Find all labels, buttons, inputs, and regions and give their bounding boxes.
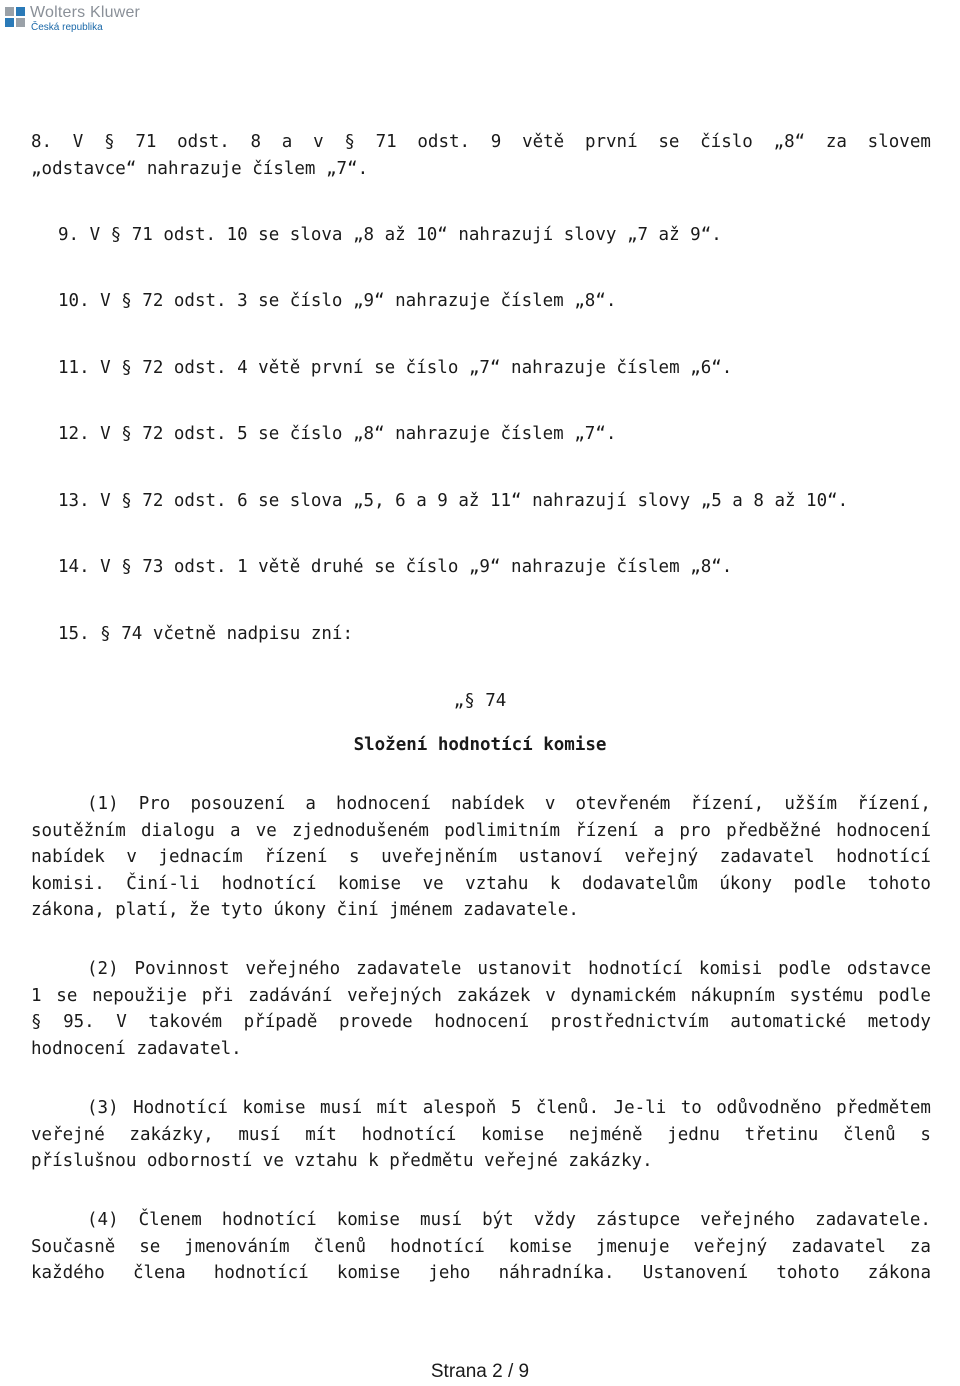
word: zadavatel [719,847,815,867]
word: hodnotící [221,873,317,894]
word: tohoto [776,1263,840,1283]
word: komise [336,1210,400,1230]
word: musí [238,1124,281,1145]
list-item: 14. V § 73 odst. 1 větě druhé se číslo „9“ nahrazuje číslem „8“. [58,557,733,577]
word: veřejný [624,847,699,867]
word: v [313,132,324,152]
list-item [31,129,931,182]
word: členů [843,1124,896,1145]
paragraph [31,791,931,924]
page-number: Strana 2 / 9 [430,1361,530,1382]
word: jmenováním [184,1236,290,1257]
word: komisi. [31,873,105,894]
word: v [126,847,137,867]
word: dialogu [141,820,215,841]
word: předmětem [836,1098,931,1118]
word: hodnotící [221,1210,317,1230]
word: podle [793,873,847,894]
word: případě [243,1012,318,1032]
word: každého [31,1263,105,1283]
justified-line [31,983,931,1010]
word: zadavatele. [815,1210,931,1230]
word: hodnotící [213,1263,309,1283]
word: třetinu [744,1124,819,1145]
word: „8“ [773,132,806,152]
word: alespoň [422,1098,497,1118]
word: veřejné [31,1124,105,1145]
justified-line [31,1260,931,1287]
word: a [281,132,293,152]
text-line: hodnocení zadavatel. [31,1038,242,1059]
word: 95. [63,1012,95,1032]
word: zakázek [456,985,531,1006]
word: odst. [417,132,471,152]
word: v [545,985,556,1006]
logo-name: Wolters Kluwer [30,4,141,21]
word: 71 [135,132,157,152]
word: prostřednictvím [550,1012,709,1032]
wolters-kluwer-logo-icon [4,6,26,28]
word: se [658,132,680,152]
word: a [229,820,241,841]
word: V [72,132,84,152]
word: takovém [148,1012,223,1032]
word: k [549,873,561,894]
word: nejméně [568,1124,643,1145]
word: zadavatel [791,1236,886,1257]
word: úkony [719,873,773,894]
word: komise [480,1124,545,1145]
word: jeho [428,1263,471,1283]
word: otevřeném [575,794,671,814]
word: veřejný [693,1236,768,1257]
word: ustanovit [477,959,573,979]
justified-line [31,844,931,871]
word: člena [132,1263,186,1283]
word: Hodnotící [133,1098,228,1118]
justified-line [31,1207,931,1234]
list-item: 15. § 74 včetně nadpisu zní: [58,624,354,644]
justified-line [31,818,931,845]
justified-line [31,1009,931,1036]
word: řízení [575,820,639,841]
word: tohoto [867,873,931,894]
list-item: 11. V § 72 odst. 4 větě první se číslo „7“ nahrazuje číslem „6“. [58,358,733,378]
word: za [825,132,847,152]
word: v [544,794,556,814]
justified-line [31,1234,931,1261]
word: 8 [250,132,262,152]
word: komise [242,1098,306,1118]
word: ve [422,873,444,894]
word: komise [336,1263,401,1283]
word: veřejného [700,1210,796,1230]
word: slovem [867,132,931,152]
word: metody [867,1012,931,1032]
word: se [56,985,78,1006]
word: jmenuje [595,1236,670,1257]
word: řízení [264,847,328,867]
word: (3) [87,1098,119,1118]
text-line: „odstavce“ nahrazuje číslem „7“. [31,158,369,179]
word: se [139,1236,161,1257]
text-line: zákona, platí, že tyto úkony činí jménem zadavatele. [31,900,579,920]
word: mít [376,1098,409,1118]
word: řízení, [857,794,931,814]
list-item: 9. V § 71 odst. 10 se slova „8 až 10“ nahrazují slovy „7 až 9“. [58,225,722,245]
word: dynamickém [570,985,676,1006]
word: s [920,1124,931,1145]
word: zadávání [248,985,333,1006]
word: veřejných [347,985,442,1006]
list-item: 13. V § 72 odst. 6 se slova „5, 6 a 9 až 11“ nahrazují slovy „5 a 8 až 10“. [58,491,849,511]
justified-line [31,791,931,818]
word: hodnotící [389,1236,485,1257]
word: komise [337,873,402,894]
word: podle [778,959,831,979]
word: hodnotící [836,847,931,867]
word: podlimitním [444,820,561,841]
word: V [116,1012,127,1032]
word: musí [419,1210,463,1230]
word: odstavce [846,959,931,979]
word: ustanoví [518,847,603,867]
word: jednu [667,1124,720,1145]
word: Současně [31,1236,116,1257]
word: musí [320,1098,363,1118]
word: zadavatele [356,959,462,979]
word: soutěžním [31,820,126,841]
word: komise [508,1236,572,1257]
word: uveřejněním [381,847,498,867]
word: za [909,1236,931,1257]
word: pro [679,820,711,841]
word: při [201,985,234,1006]
word: Členem [138,1210,202,1230]
word: podle [878,985,931,1006]
word: jednacím [158,847,243,867]
word: 71 [375,132,397,152]
logo-subtitle: Česká republika [31,22,103,33]
word: dodavatelům [581,873,698,894]
word: nepoužije [92,985,187,1006]
word: první [584,132,638,152]
section-number: „§ 74 [453,691,507,711]
word: zástupce [595,1210,681,1230]
word: § [104,132,115,152]
justified-line [31,871,931,898]
word: Činí-li [126,873,201,894]
word: náhradníka. [498,1263,615,1283]
text-line: příslušnou odborností ve vztahu k předmětu veřejné zakázky. [31,1151,653,1171]
paragraph [31,1207,931,1287]
word: užším [784,794,837,814]
word: zjednodušeném [291,820,429,841]
word: hodnocení [434,1012,530,1032]
word: zákona [867,1263,931,1283]
word: (1) [87,794,119,814]
word: odst. [177,132,230,152]
word: být [482,1210,514,1230]
word: § [344,132,355,152]
word: automatické [730,1012,847,1032]
word: 1 [31,985,42,1006]
word: a [653,820,665,841]
word: vztahu [465,873,529,894]
word: hodnocení [336,794,431,814]
word: (2) [87,959,119,979]
list-item: 12. V § 72 odst. 5 se číslo „8“ nahrazuje číslem „7“. [58,424,617,444]
word: systému [789,985,864,1006]
word: Povinnost [134,959,230,979]
word: provede [338,1012,413,1032]
word: číslo [700,132,753,152]
word: Pro [138,794,171,814]
word: hodnotící [361,1124,457,1145]
word: posouzení [190,794,286,814]
word: nabídek [31,847,105,867]
logo [4,4,140,36]
word: 8. [31,132,53,152]
word: hodnotící [588,959,683,979]
justified-line [31,1095,931,1122]
word: veřejného [245,959,341,979]
word: komisi [698,959,763,979]
word: (4) [87,1210,119,1230]
word: Je-li [613,1098,667,1118]
word: hodnocení [836,820,931,841]
paragraph [31,956,931,1062]
word: řízení, [690,794,765,814]
word: odůvodněno [716,1098,822,1118]
section-title: Složení hodnotící komise [353,735,607,755]
justified-line [31,129,931,156]
word: 5 [510,1098,522,1118]
word: 9 [490,132,502,152]
word: mít [305,1124,337,1145]
list-item: 10. V § 72 odst. 3 se číslo „9“ nahrazuje číslem „8“. [58,291,617,311]
word: větě [522,132,565,152]
word: členů [313,1236,367,1257]
paragraph [31,1095,931,1175]
word: § [31,1012,42,1032]
word: Ustanovení [642,1263,749,1283]
justified-line [31,956,931,983]
word: vždy [533,1210,576,1230]
word: nákupním [690,985,775,1006]
word: to [680,1098,702,1118]
word: a [305,794,316,814]
word: předběžné [726,820,821,841]
word: členů. [535,1098,600,1118]
word: nabídek [450,794,525,814]
word: ve [255,820,277,841]
word: s [349,847,360,867]
word: zakázky, [129,1124,214,1145]
justified-line [31,1122,931,1149]
